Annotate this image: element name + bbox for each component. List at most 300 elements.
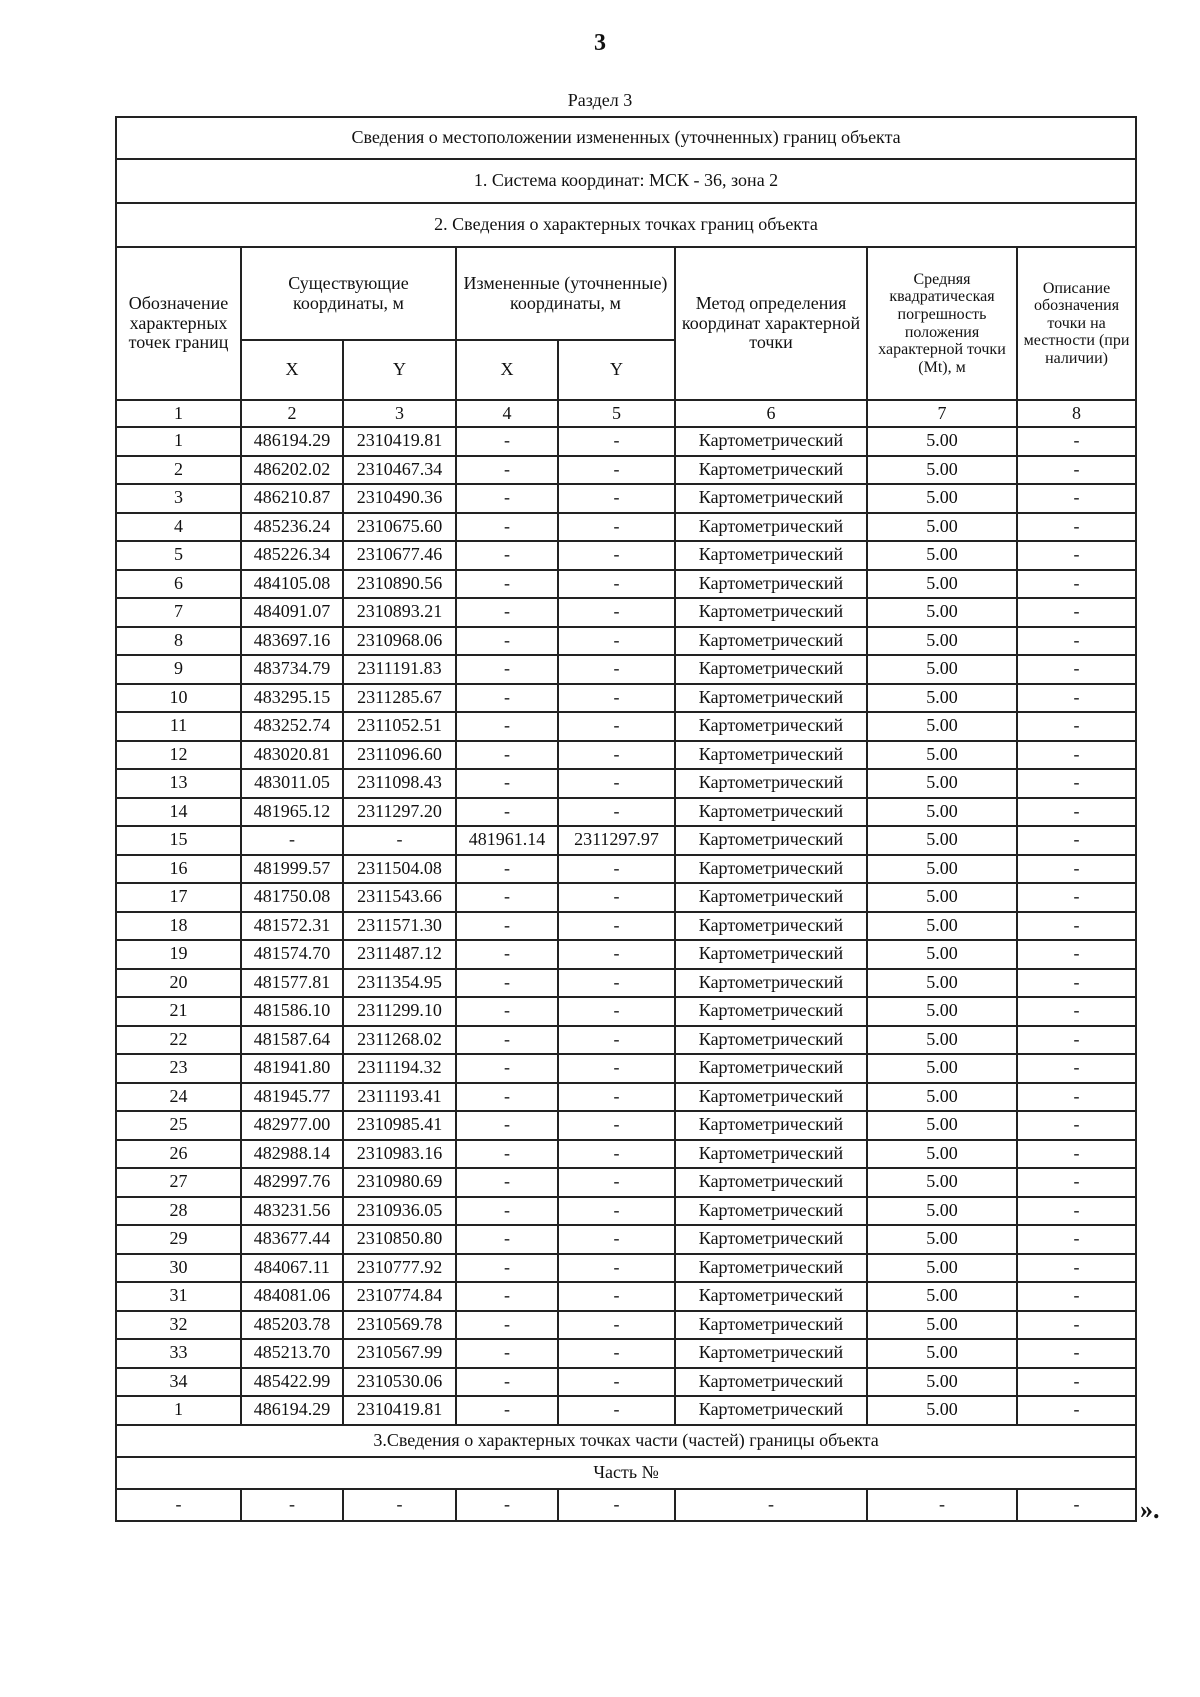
table-row <box>116 1311 1136 1340</box>
changed-y-cell: - <box>558 940 675 969</box>
existing-x-cell: 484091.07 <box>241 598 343 627</box>
changed-y-cell: - <box>558 1368 675 1397</box>
existing-y-cell: 2311354.95 <box>343 969 456 998</box>
changed-y-cell: - <box>558 427 675 456</box>
table-cell: - <box>1017 1489 1136 1521</box>
existing-y-cell: 2310983.16 <box>343 1140 456 1169</box>
table-row <box>116 513 1136 542</box>
changed-x-cell: - <box>456 541 558 570</box>
point-number-cell: 13 <box>116 769 241 798</box>
method-cell: Картометрический <box>675 598 867 627</box>
table-row <box>116 798 1136 827</box>
table-row <box>116 1282 1136 1311</box>
changed-y-cell: - <box>558 912 675 941</box>
description-cell: - <box>1017 997 1136 1026</box>
changed-y-cell: - <box>558 570 675 599</box>
description-cell: - <box>1017 484 1136 513</box>
existing-x-cell: 483011.05 <box>241 769 343 798</box>
error-cell: 5.00 <box>867 798 1017 827</box>
method-cell: Картометрический <box>675 1111 867 1140</box>
error-cell: 5.00 <box>867 1197 1017 1226</box>
table-row <box>116 1168 1136 1197</box>
changed-y-cell: - <box>558 741 675 770</box>
existing-y-cell: 2310467.34 <box>343 456 456 485</box>
method-cell: Картометрический <box>675 769 867 798</box>
changed-x-cell: - <box>456 484 558 513</box>
existing-x-cell: 486194.29 <box>241 1396 343 1425</box>
description-cell: - <box>1017 1083 1136 1112</box>
point-number-cell: 5 <box>116 541 241 570</box>
changed-y-cell: - <box>558 1282 675 1311</box>
point-number-cell: 30 <box>116 1254 241 1283</box>
existing-x-cell: 483697.16 <box>241 627 343 656</box>
changed-y-cell: - <box>558 712 675 741</box>
method-cell: Картометрический <box>675 1083 867 1112</box>
point-number-cell: 17 <box>116 883 241 912</box>
existing-y-cell: 2311194.32 <box>343 1054 456 1083</box>
method-cell: Картометрический <box>675 1225 867 1254</box>
error-cell: 5.00 <box>867 940 1017 969</box>
table-row <box>116 912 1136 941</box>
changed-y-cell: - <box>558 1339 675 1368</box>
page-number: 3 <box>594 30 606 56</box>
description-cell: - <box>1017 912 1136 941</box>
table-row <box>116 598 1136 627</box>
existing-y-cell: 2311191.83 <box>343 655 456 684</box>
changed-y-cell: - <box>558 1225 675 1254</box>
table-cell: - <box>116 1489 241 1521</box>
existing-y-cell: 2310980.69 <box>343 1168 456 1197</box>
table-row <box>116 1225 1136 1254</box>
header-method: Метод определения координат характерной точки <box>675 247 867 400</box>
changed-y-cell: - <box>558 1168 675 1197</box>
error-cell: 5.00 <box>867 570 1017 599</box>
method-cell: Картометрический <box>675 826 867 855</box>
changed-y-cell: - <box>558 883 675 912</box>
table-row <box>116 1083 1136 1112</box>
method-cell: Картометрический <box>675 1140 867 1169</box>
method-cell: Картометрический <box>675 1054 867 1083</box>
column-number: 7 <box>867 400 1017 427</box>
description-cell: - <box>1017 684 1136 713</box>
changed-x-cell: - <box>456 741 558 770</box>
header-error: Средняя квадратическая погрешность положения характерной точки (Mt), м <box>867 247 1017 400</box>
changed-x-cell: - <box>456 1368 558 1397</box>
table-cell: - <box>456 1489 558 1521</box>
existing-x-cell: 484081.06 <box>241 1282 343 1311</box>
existing-y-cell: 2310936.05 <box>343 1197 456 1226</box>
existing-x-cell: 481587.64 <box>241 1026 343 1055</box>
existing-x-cell: 481965.12 <box>241 798 343 827</box>
point-number-cell: 9 <box>116 655 241 684</box>
changed-x-cell: - <box>456 969 558 998</box>
point-number-cell: 1 <box>116 1396 241 1425</box>
point-number-cell: 27 <box>116 1168 241 1197</box>
existing-y-cell: 2310675.60 <box>343 513 456 542</box>
method-cell: Картометрический <box>675 798 867 827</box>
table-row <box>116 826 1136 855</box>
table-row <box>116 1111 1136 1140</box>
error-cell: 5.00 <box>867 969 1017 998</box>
point-number-cell: 15 <box>116 826 241 855</box>
existing-y-cell: 2310985.41 <box>343 1111 456 1140</box>
error-cell: 5.00 <box>867 1254 1017 1283</box>
point-number-cell: 16 <box>116 855 241 884</box>
table-row <box>116 1197 1136 1226</box>
method-cell: Картометрический <box>675 912 867 941</box>
point-number-cell: 23 <box>116 1054 241 1083</box>
header-existing-y: Y <box>343 340 456 400</box>
description-cell: - <box>1017 1282 1136 1311</box>
existing-y-cell: 2310419.81 <box>343 1396 456 1425</box>
changed-y-cell: - <box>558 684 675 713</box>
table-cell: - <box>241 1489 343 1521</box>
point-number-cell: 11 <box>116 712 241 741</box>
existing-x-cell: 486202.02 <box>241 456 343 485</box>
existing-y-cell: 2310677.46 <box>343 541 456 570</box>
error-cell: 5.00 <box>867 1140 1017 1169</box>
existing-y-cell: 2311096.60 <box>343 741 456 770</box>
changed-x-cell: - <box>456 684 558 713</box>
description-cell: - <box>1017 598 1136 627</box>
existing-y-cell: 2311487.12 <box>343 940 456 969</box>
changed-x-cell: - <box>456 1083 558 1112</box>
method-cell: Картометрический <box>675 1168 867 1197</box>
table-cell: - <box>558 1489 675 1521</box>
table-cell: - <box>343 1489 456 1521</box>
header-designation: Обозначение характерных точек границ <box>116 247 241 400</box>
point-number-cell: 19 <box>116 940 241 969</box>
table-row <box>116 855 1136 884</box>
existing-y-cell: 2310774.84 <box>343 1282 456 1311</box>
error-cell: 5.00 <box>867 1396 1017 1425</box>
description-cell: - <box>1017 627 1136 656</box>
error-cell: 5.00 <box>867 627 1017 656</box>
changed-y-cell: - <box>558 456 675 485</box>
point-number-cell: 6 <box>116 570 241 599</box>
header-existing-x: X <box>241 340 343 400</box>
description-cell: - <box>1017 826 1136 855</box>
point-number-cell: 8 <box>116 627 241 656</box>
existing-y-cell: 2310890.56 <box>343 570 456 599</box>
header-description: Описание обозначения точки на местности (при наличии) <box>1017 247 1136 400</box>
existing-x-cell: 481586.10 <box>241 997 343 1026</box>
points-heading: 2. Сведения о характерных точках границ объекта <box>116 203 1136 247</box>
column-number: 8 <box>1017 400 1136 427</box>
existing-y-cell: 2311571.30 <box>343 912 456 941</box>
existing-y-cell: 2310968.06 <box>343 627 456 656</box>
changed-y-cell: - <box>558 1311 675 1340</box>
point-number-cell: 4 <box>116 513 241 542</box>
method-cell: Картометрический <box>675 1368 867 1397</box>
method-cell: Картометрический <box>675 1197 867 1226</box>
description-cell: - <box>1017 769 1136 798</box>
table-row <box>116 1396 1136 1425</box>
changed-x-cell: - <box>456 855 558 884</box>
method-cell: Картометрический <box>675 1026 867 1055</box>
changed-y-cell: - <box>558 1026 675 1055</box>
section-label: Раздел 3 <box>567 90 633 110</box>
existing-x-cell: 482988.14 <box>241 1140 343 1169</box>
boundary-points-table <box>115 116 1137 1522</box>
changed-x-cell: - <box>456 570 558 599</box>
changed-x-cell: - <box>456 798 558 827</box>
table-title: Сведения о местоположении измененных (уточненных) границ объекта <box>116 117 1136 159</box>
point-number-cell: 21 <box>116 997 241 1026</box>
column-number: 3 <box>343 400 456 427</box>
changed-x-cell: - <box>456 940 558 969</box>
method-cell: Картометрический <box>675 712 867 741</box>
changed-x-cell: - <box>456 1140 558 1169</box>
description-cell: - <box>1017 655 1136 684</box>
table-row <box>116 769 1136 798</box>
changed-x-cell: - <box>456 1254 558 1283</box>
error-cell: 5.00 <box>867 1083 1017 1112</box>
error-cell: 5.00 <box>867 484 1017 513</box>
point-number-cell: 1 <box>116 427 241 456</box>
error-cell: 5.00 <box>867 1054 1017 1083</box>
error-cell: 5.00 <box>867 427 1017 456</box>
table-row <box>116 940 1136 969</box>
method-cell: Картометрический <box>675 484 867 513</box>
description-cell: - <box>1017 1311 1136 1340</box>
method-cell: Картометрический <box>675 513 867 542</box>
point-number-cell: 22 <box>116 1026 241 1055</box>
existing-x-cell: 484067.11 <box>241 1254 343 1283</box>
column-number: 1 <box>116 400 241 427</box>
existing-y-cell: 2310569.78 <box>343 1311 456 1340</box>
changed-x-cell: - <box>456 883 558 912</box>
existing-x-cell: 483295.15 <box>241 684 343 713</box>
existing-x-cell: 483020.81 <box>241 741 343 770</box>
existing-y-cell: 2310490.36 <box>343 484 456 513</box>
changed-x-cell: - <box>456 513 558 542</box>
existing-x-cell: 481941.80 <box>241 1054 343 1083</box>
existing-x-cell: 483231.56 <box>241 1197 343 1226</box>
existing-x-cell: 481945.77 <box>241 1083 343 1112</box>
error-cell: 5.00 <box>867 598 1017 627</box>
point-number-cell: 32 <box>116 1311 241 1340</box>
changed-y-cell: - <box>558 1197 675 1226</box>
point-number-cell: 2 <box>116 456 241 485</box>
description-cell: - <box>1017 1026 1136 1055</box>
point-number-cell: 20 <box>116 969 241 998</box>
table-row <box>116 712 1136 741</box>
existing-y-cell: - <box>343 826 456 855</box>
description-cell: - <box>1017 1197 1136 1226</box>
changed-y-cell: - <box>558 769 675 798</box>
column-number: 4 <box>456 400 558 427</box>
changed-x-cell: - <box>456 712 558 741</box>
method-cell: Картометрический <box>675 940 867 969</box>
changed-x-cell: - <box>456 912 558 941</box>
existing-x-cell: 485213.70 <box>241 1339 343 1368</box>
error-cell: 5.00 <box>867 456 1017 485</box>
description-cell: - <box>1017 1254 1136 1283</box>
existing-x-cell: 485226.34 <box>241 541 343 570</box>
point-number-cell: 7 <box>116 598 241 627</box>
changed-y-cell: - <box>558 969 675 998</box>
point-number-cell: 12 <box>116 741 241 770</box>
changed-x-cell: - <box>456 655 558 684</box>
existing-x-cell: 481572.31 <box>241 912 343 941</box>
changed-y-cell: - <box>558 997 675 1026</box>
description-cell: - <box>1017 1168 1136 1197</box>
existing-y-cell: 2310567.99 <box>343 1339 456 1368</box>
changed-x-cell: - <box>456 1396 558 1425</box>
existing-y-cell: 2311052.51 <box>343 712 456 741</box>
existing-y-cell: 2310893.21 <box>343 598 456 627</box>
point-number-cell: 10 <box>116 684 241 713</box>
coordinate-system: 1. Система координат: МСК - 36, зона 2 <box>116 159 1136 203</box>
point-number-cell: 26 <box>116 1140 241 1169</box>
table-row <box>116 427 1136 456</box>
point-number-cell: 18 <box>116 912 241 941</box>
error-cell: 5.00 <box>867 1111 1017 1140</box>
changed-y-cell: - <box>558 798 675 827</box>
changed-y-cell: - <box>558 484 675 513</box>
table-cell: - <box>867 1489 1017 1521</box>
existing-x-cell: 481577.81 <box>241 969 343 998</box>
table-row <box>116 1054 1136 1083</box>
error-cell: 5.00 <box>867 769 1017 798</box>
changed-x-cell: - <box>456 1197 558 1226</box>
changed-x-cell: - <box>456 427 558 456</box>
changed-x-cell: - <box>456 1054 558 1083</box>
column-number: 2 <box>241 400 343 427</box>
point-number-cell: 28 <box>116 1197 241 1226</box>
point-number-cell: 25 <box>116 1111 241 1140</box>
table-row <box>116 541 1136 570</box>
changed-y-cell: - <box>558 855 675 884</box>
description-cell: - <box>1017 427 1136 456</box>
error-cell: 5.00 <box>867 541 1017 570</box>
point-number-cell: 33 <box>116 1339 241 1368</box>
table-row <box>116 456 1136 485</box>
header-changed-coords: Измененные (уточненные) координаты, м <box>456 247 675 340</box>
point-number-cell: 31 <box>116 1282 241 1311</box>
existing-y-cell: 2311299.10 <box>343 997 456 1026</box>
existing-x-cell: 481750.08 <box>241 883 343 912</box>
existing-y-cell: 2311193.41 <box>343 1083 456 1112</box>
changed-x-cell: - <box>456 598 558 627</box>
existing-x-cell: 483677.44 <box>241 1225 343 1254</box>
method-cell: Картометрический <box>675 741 867 770</box>
existing-x-cell: 485236.24 <box>241 513 343 542</box>
method-cell: Картометрический <box>675 969 867 998</box>
error-cell: 5.00 <box>867 883 1017 912</box>
method-cell: Картометрический <box>675 1282 867 1311</box>
changed-y-cell: - <box>558 541 675 570</box>
existing-y-cell: 2310777.92 <box>343 1254 456 1283</box>
error-cell: 5.00 <box>867 684 1017 713</box>
method-cell: Картометрический <box>675 1311 867 1340</box>
changed-x-cell: - <box>456 1225 558 1254</box>
description-cell: - <box>1017 570 1136 599</box>
point-number-cell: 34 <box>116 1368 241 1397</box>
header-changed-x: X <box>456 340 558 400</box>
error-cell: 5.00 <box>867 712 1017 741</box>
method-cell: Картометрический <box>675 570 867 599</box>
changed-x-cell: - <box>456 456 558 485</box>
empty-part-row <box>116 1489 1136 1521</box>
changed-y-cell: - <box>558 1083 675 1112</box>
existing-y-cell: 2311543.66 <box>343 883 456 912</box>
changed-x-cell: - <box>456 1111 558 1140</box>
header-changed-y: Y <box>558 340 675 400</box>
table-row <box>116 684 1136 713</box>
existing-x-cell: 486210.87 <box>241 484 343 513</box>
table-cell: - <box>675 1489 867 1521</box>
table-row <box>116 627 1136 656</box>
description-cell: - <box>1017 1368 1136 1397</box>
error-cell: 5.00 <box>867 1168 1017 1197</box>
existing-x-cell: 484105.08 <box>241 570 343 599</box>
error-cell: 5.00 <box>867 826 1017 855</box>
method-cell: Картометрический <box>675 541 867 570</box>
existing-y-cell: 2310850.80 <box>343 1225 456 1254</box>
description-cell: - <box>1017 712 1136 741</box>
error-cell: 5.00 <box>867 1368 1017 1397</box>
changed-x-cell: - <box>456 1026 558 1055</box>
existing-y-cell: 2311285.67 <box>343 684 456 713</box>
table-row <box>116 570 1136 599</box>
method-cell: Картометрический <box>675 427 867 456</box>
changed-x-cell: - <box>456 769 558 798</box>
error-cell: 5.00 <box>867 1225 1017 1254</box>
method-cell: Картометрический <box>675 997 867 1026</box>
table-row <box>116 1339 1136 1368</box>
error-cell: 5.00 <box>867 1026 1017 1055</box>
changed-y-cell: - <box>558 1140 675 1169</box>
table-row <box>116 484 1136 513</box>
description-cell: - <box>1017 883 1136 912</box>
error-cell: 5.00 <box>867 912 1017 941</box>
part-number-label: Часть № <box>116 1457 1136 1489</box>
existing-y-cell: 2310530.06 <box>343 1368 456 1397</box>
existing-y-cell: 2310419.81 <box>343 427 456 456</box>
error-cell: 5.00 <box>867 1282 1017 1311</box>
changed-y-cell: - <box>558 513 675 542</box>
table-row <box>116 1368 1136 1397</box>
description-cell: - <box>1017 1054 1136 1083</box>
table-row <box>116 1140 1136 1169</box>
changed-x-cell: 481961.14 <box>456 826 558 855</box>
method-cell: Картометрический <box>675 1254 867 1283</box>
changed-y-cell: - <box>558 1054 675 1083</box>
changed-y-cell: - <box>558 1111 675 1140</box>
point-number-cell: 14 <box>116 798 241 827</box>
description-cell: - <box>1017 1396 1136 1425</box>
column-number-row <box>116 400 1136 427</box>
error-cell: 5.00 <box>867 855 1017 884</box>
changed-x-cell: - <box>456 1311 558 1340</box>
table-row <box>116 741 1136 770</box>
existing-y-cell: 2311098.43 <box>343 769 456 798</box>
changed-y-cell: - <box>558 598 675 627</box>
description-cell: - <box>1017 1140 1136 1169</box>
existing-x-cell: 485422.99 <box>241 1368 343 1397</box>
method-cell: Картометрический <box>675 855 867 884</box>
closing-quote: ». <box>1140 1495 1160 1524</box>
point-number-cell: 29 <box>116 1225 241 1254</box>
existing-x-cell: - <box>241 826 343 855</box>
existing-x-cell: 486194.29 <box>241 427 343 456</box>
table-row <box>116 1026 1136 1055</box>
existing-x-cell: 482997.76 <box>241 1168 343 1197</box>
error-cell: 5.00 <box>867 513 1017 542</box>
point-number-cell: 3 <box>116 484 241 513</box>
